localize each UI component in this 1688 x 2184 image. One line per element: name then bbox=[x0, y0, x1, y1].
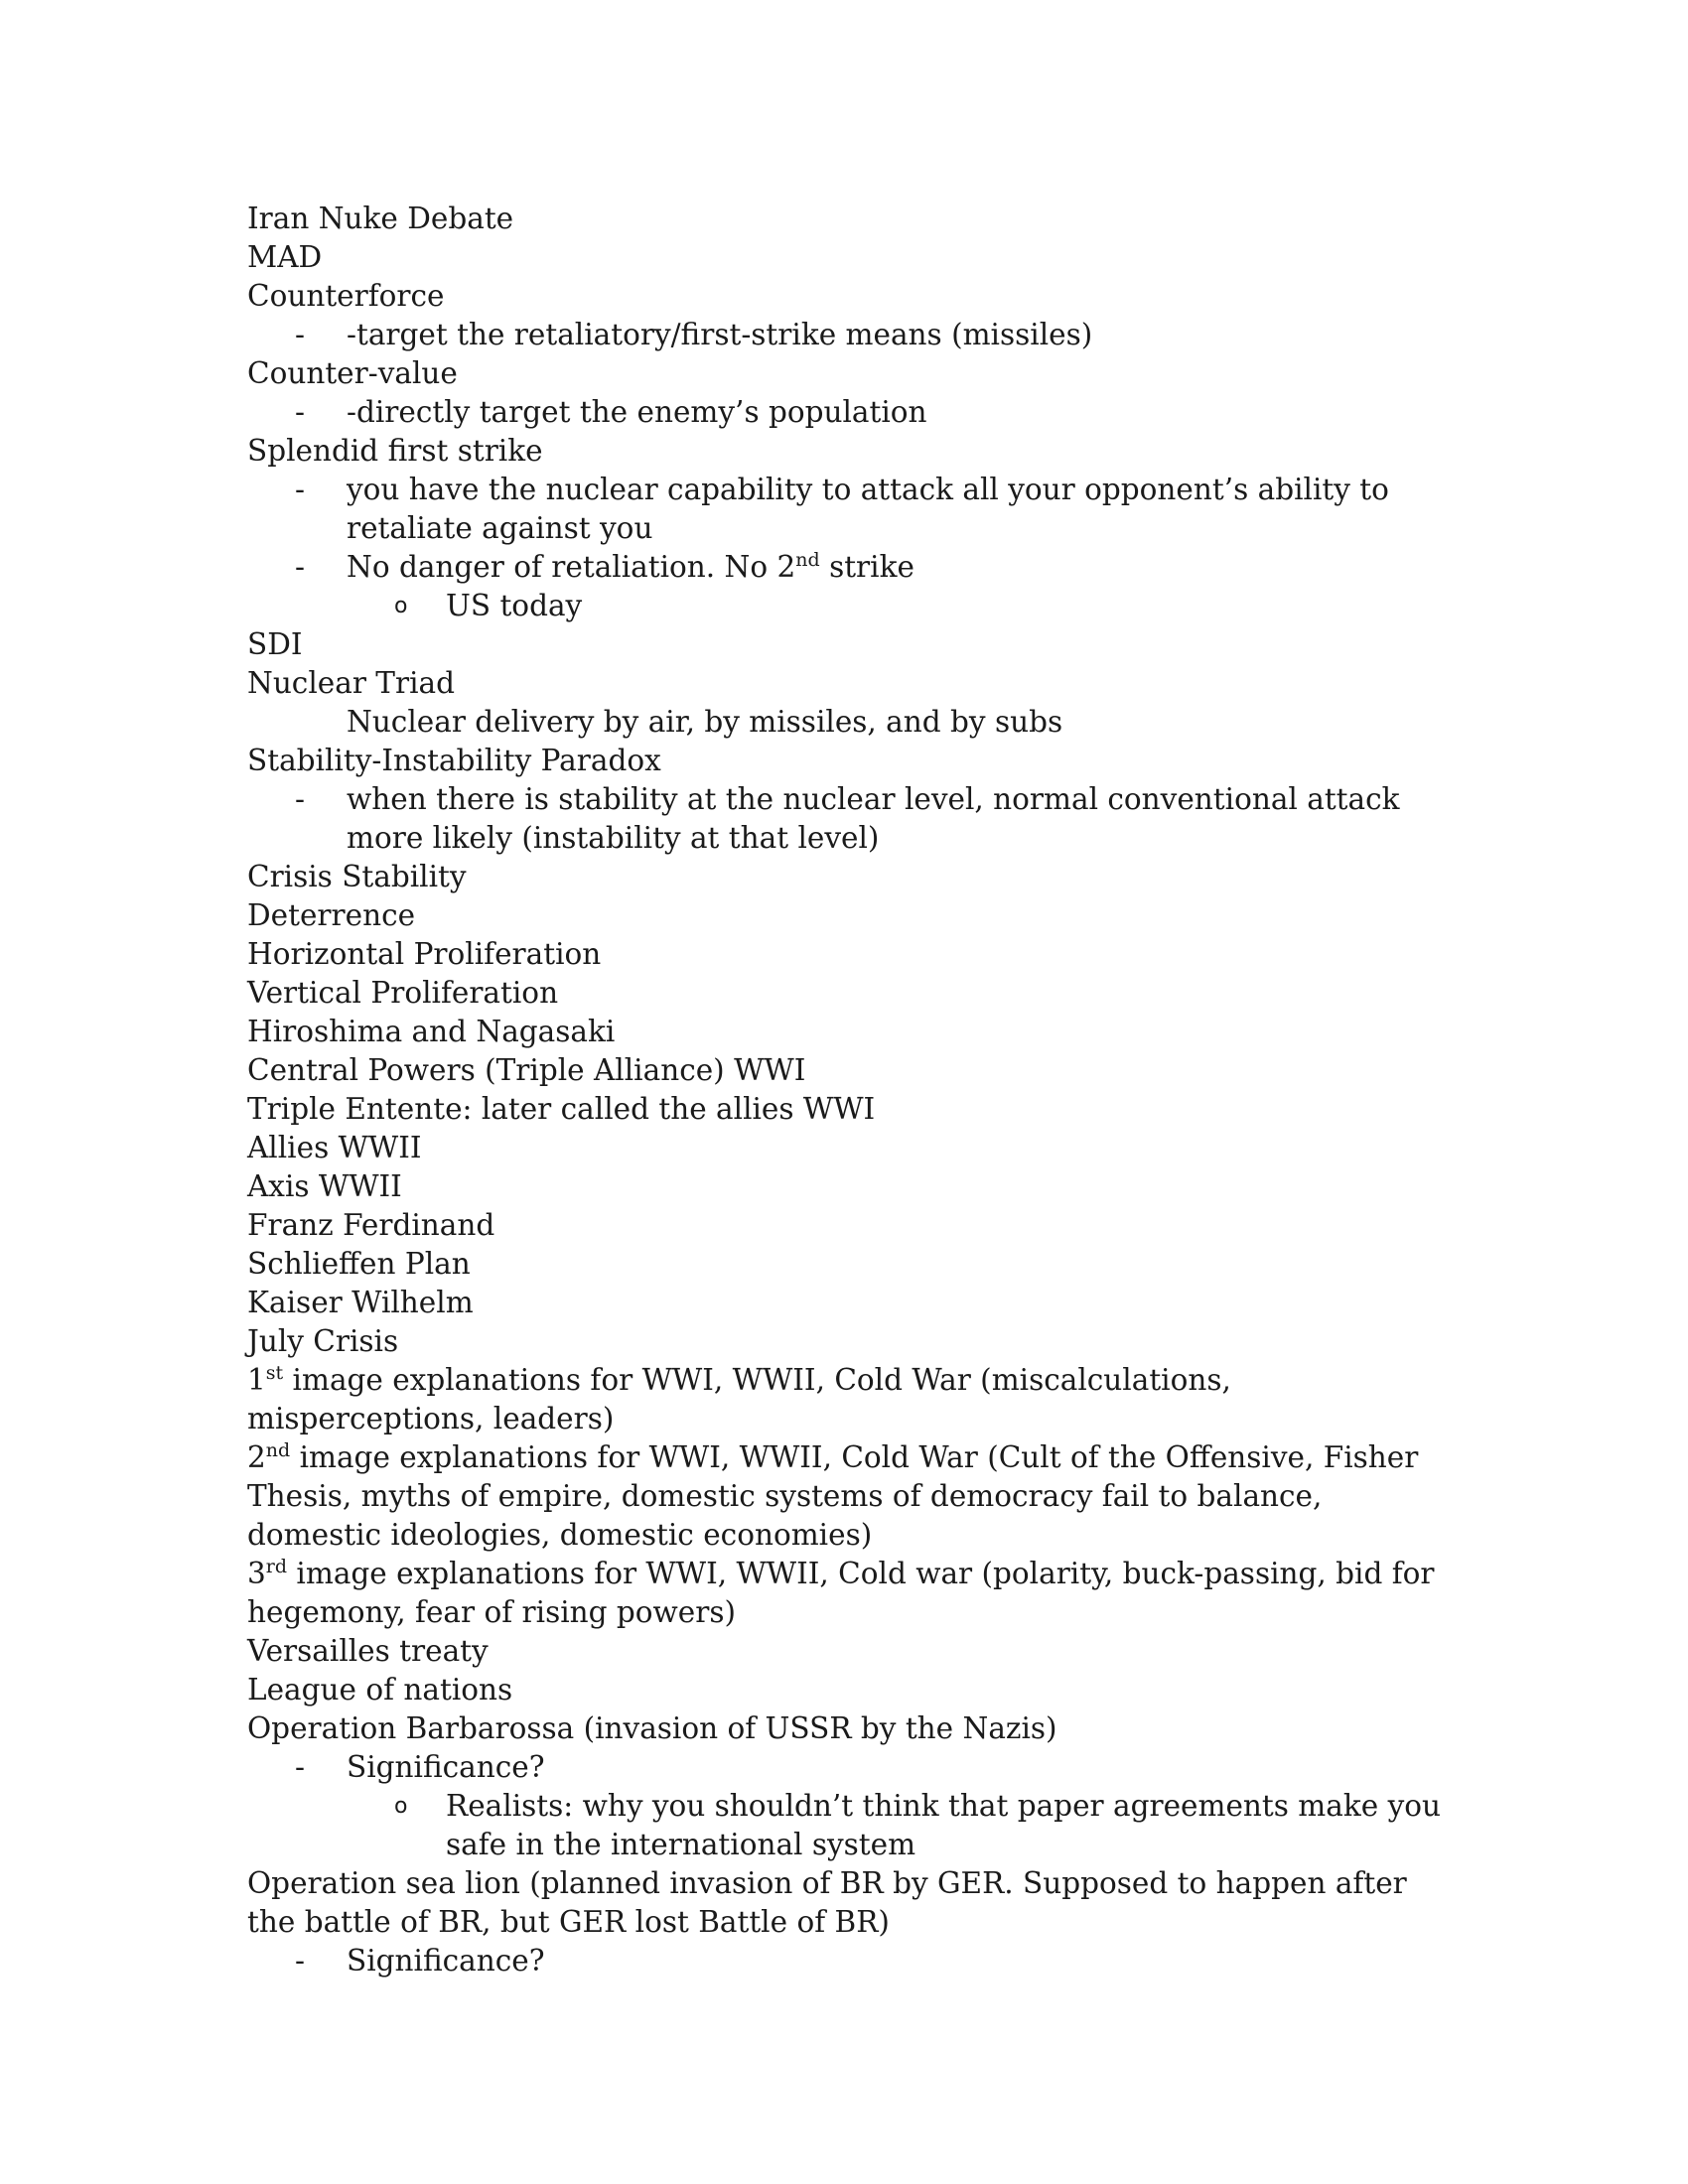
bullet-text-part: No danger of retaliation. No 2 bbox=[347, 550, 796, 584]
ordinal-superscript: nd bbox=[265, 1439, 291, 1462]
dash-bullet-icon: - bbox=[295, 318, 305, 351]
ordinal-superscript: rd bbox=[265, 1556, 288, 1578]
term-line: League of nations bbox=[247, 1673, 513, 1706]
sub-bullet-item bbox=[247, 1787, 1459, 1864]
dash-bullet-icon: - bbox=[295, 473, 305, 506]
bullet-item bbox=[247, 1942, 1459, 1980]
bullet-item bbox=[247, 1748, 1459, 1787]
paragraph-text: image explanations for WWI, WWII, Cold War (Cult of the Offensive, Fisher Thesis, myths of empire, domestic systems of democracy fail to balance, domestic ideologies, domestic economies) bbox=[247, 1440, 1419, 1552]
bullet-item bbox=[247, 316, 1459, 354]
ordinal-superscript: nd bbox=[795, 549, 820, 572]
ordinal-number: 2 bbox=[247, 1440, 266, 1474]
term-line: Allies WWII bbox=[247, 1131, 422, 1164]
bullet-item bbox=[247, 471, 1459, 548]
term-line: Central Powers (Triple Alliance) WWI bbox=[247, 1053, 806, 1087]
bullet-item bbox=[247, 780, 1459, 858]
indented-definition: Nuclear delivery by air, by missiles, and by subs bbox=[347, 705, 1063, 739]
sub-bullet-item bbox=[247, 587, 1459, 625]
term-line: Axis WWII bbox=[247, 1169, 402, 1203]
sub-bullet-text: Realists: why you shouldn’t think that paper agreements make you safe in the international system bbox=[446, 1789, 1441, 1861]
term-line: Nuclear Triad bbox=[247, 666, 455, 700]
term-line: Horizontal Proliferation bbox=[247, 937, 602, 971]
term-line: Counter-value bbox=[247, 356, 458, 390]
circle-bullet-icon: o bbox=[394, 594, 408, 618]
bullet-text-part: strike bbox=[819, 550, 914, 584]
term-line: July Crisis bbox=[247, 1324, 399, 1358]
term-line: Stability-Instability Paradox bbox=[247, 744, 661, 777]
bullet-text: -directly target the enemy’s population bbox=[347, 395, 927, 429]
term-paragraph bbox=[247, 1361, 1459, 1438]
term-line: Iran Nuke Debate bbox=[247, 202, 514, 235]
term-paragraph bbox=[247, 1555, 1459, 1632]
bullet-text: -target the retaliatory/first-strike means (missiles) bbox=[347, 318, 1093, 351]
bullet-item bbox=[247, 393, 1459, 432]
term-line: Vertical Proliferation bbox=[247, 976, 559, 1010]
term-line: Splendid first strike bbox=[247, 434, 543, 468]
ordinal-number: 1 bbox=[247, 1363, 266, 1397]
term-line: Schlieffen Plan bbox=[247, 1247, 471, 1281]
bullet-item bbox=[247, 548, 1459, 587]
term-line: Kaiser Wilhelm bbox=[247, 1286, 474, 1319]
term-line: Versailles treaty bbox=[247, 1634, 489, 1668]
sub-bullet-text: US today bbox=[446, 589, 583, 622]
term-line: Hiroshima and Nagasaki bbox=[247, 1015, 616, 1048]
dash-bullet-icon: - bbox=[295, 550, 305, 584]
notes-body bbox=[247, 200, 1459, 1980]
dash-bullet-icon: - bbox=[295, 1944, 305, 1978]
term-line: Crisis Stability bbox=[247, 860, 467, 893]
bullet-text: Significance? bbox=[347, 1944, 545, 1978]
term-paragraph: Operation sea lion (planned invasion of BR by GER. Supposed to happen after the battle of BR, but GER lost Battle of BR) bbox=[247, 1866, 1407, 1939]
dash-bullet-icon: - bbox=[295, 1750, 305, 1784]
bullet-text: when there is stability at the nuclear level, normal conventional attack more likely (instability at that level) bbox=[347, 782, 1400, 855]
term-line: Operation Barbarossa (invasion of USSR by the Nazis) bbox=[247, 1711, 1057, 1745]
paragraph-text: image explanations for WWI, WWII, Cold War (miscalculations, misperceptions, leaders) bbox=[247, 1363, 1231, 1435]
term-line: MAD bbox=[247, 240, 323, 274]
term-line: Counterforce bbox=[247, 279, 445, 313]
bullet-text: Significance? bbox=[347, 1750, 545, 1784]
ordinal-number: 3 bbox=[247, 1557, 266, 1590]
dash-bullet-icon: - bbox=[295, 395, 305, 429]
term-line: Franz Ferdinand bbox=[247, 1208, 495, 1242]
paragraph-text: image explanations for WWI, WWII, Cold war (polarity, buck-passing, bid for hegemony, fear of rising powers) bbox=[247, 1557, 1435, 1629]
term-line: Deterrence bbox=[247, 898, 416, 932]
circle-bullet-icon: o bbox=[394, 1794, 408, 1819]
bullet-text: you have the nuclear capability to attack all your opponent’s ability to retaliate against you bbox=[347, 473, 1389, 545]
term-line: Triple Entente: later called the allies WWI bbox=[247, 1092, 876, 1126]
term-line: SDI bbox=[247, 627, 303, 661]
term-paragraph bbox=[247, 1438, 1459, 1555]
dash-bullet-icon: - bbox=[295, 782, 305, 816]
ordinal-superscript: st bbox=[265, 1362, 284, 1385]
